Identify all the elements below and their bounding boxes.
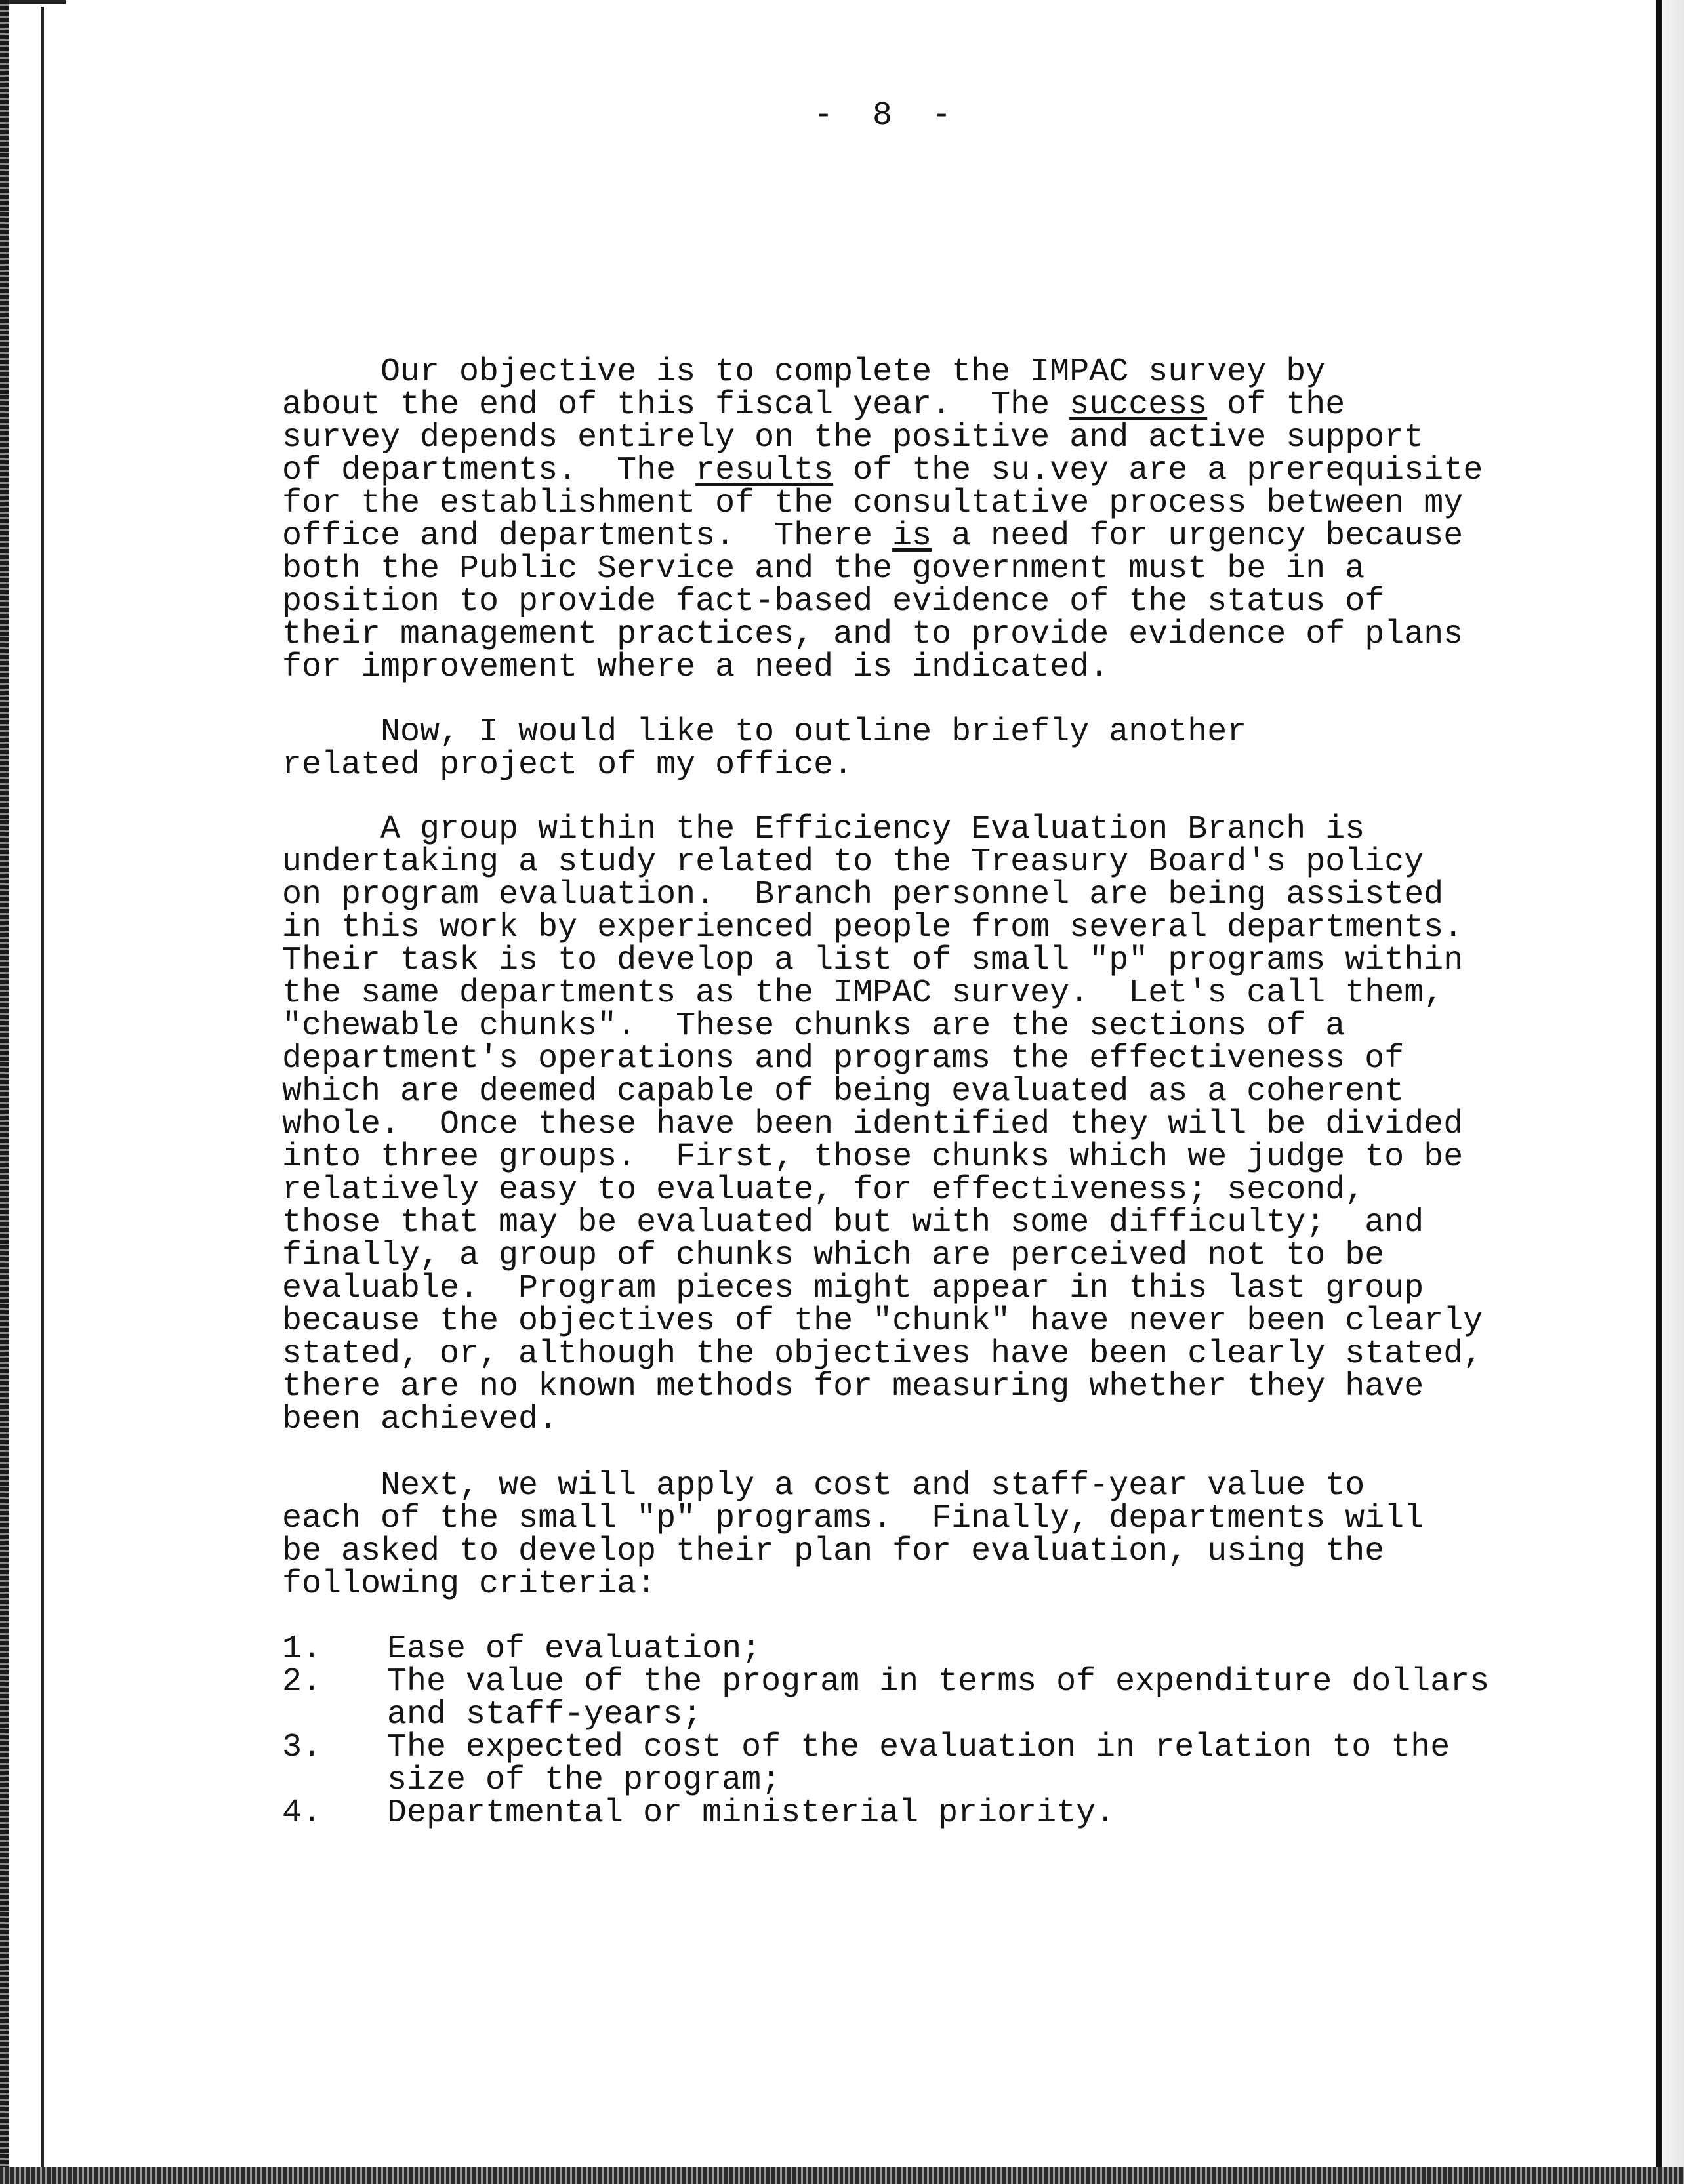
list-item-text [387, 1794, 1561, 1832]
scan-border-line [41, 7, 44, 2171]
text-line: those that may be evaluated but with some difficulty; and [282, 1204, 1424, 1242]
list-item-number: 3. [282, 1729, 322, 1766]
text-fragment: of departments. The [282, 452, 696, 489]
text-line: which are deemed capable of being evaluated as a coherent [282, 1073, 1405, 1110]
text-line: there are no known methods for measuring whether they have [282, 1368, 1424, 1405]
list-item-text [387, 1663, 1561, 1733]
list-item-number: 4. [282, 1794, 322, 1832]
underlined-word-success: success [1069, 386, 1208, 424]
text-line: following criteria: [282, 1566, 657, 1603]
text-line: evaluable. Program pieces might appear in this last group [282, 1270, 1424, 1307]
text-line: into three groups. First, those chunks which we judge to be [282, 1139, 1464, 1176]
text-fragment: about the end of this fiscal year. The [282, 386, 1070, 424]
scan-edge-right [1646, 0, 1684, 2184]
text-line: for the establishment of the consultative process between my [282, 485, 1464, 522]
text-line: whole. Once these have been identified they will be divided [282, 1106, 1464, 1143]
list-item-number: 2. [282, 1663, 322, 1701]
underlined-word-is: is [892, 517, 932, 555]
list-item-text [387, 1630, 1561, 1668]
text-line: department's operations and programs the effectiveness of [282, 1040, 1405, 1078]
text-fragment: of the su.vey are a prerequisite [833, 452, 1483, 489]
underlined-word-results: results [695, 452, 834, 489]
text-line: Now, I would like to outline briefly another [282, 714, 1247, 751]
text-line: Departmental or ministerial priority. [387, 1794, 1116, 1832]
text-line: A group within the Efficiency Evaluation Branch is [282, 811, 1365, 848]
scan-edge-bottom [0, 2167, 1684, 2184]
text-line: stated, or, although the objectives have been clearly stated, [282, 1335, 1483, 1373]
text-line: undertaking a study related to the Treasury Board's policy [282, 843, 1424, 881]
list-item [282, 1630, 1561, 1668]
text-line [282, 386, 1561, 424]
text-line: each of the small "p" programs. Finally, departments will [282, 1500, 1424, 1537]
text-line [282, 452, 1561, 489]
list-item-number: 1. [282, 1630, 322, 1668]
text-line: because the objectives of the "chunk" have never been clearly [282, 1303, 1483, 1340]
text-line: Their task is to develop a list of small "p" programs within [282, 942, 1464, 979]
paragraph-impac-objective [282, 356, 1561, 684]
text-line: related project of my office. [282, 746, 853, 784]
text-fragment: of the [1207, 386, 1345, 424]
scan-edge-top [0, 0, 66, 4]
criteria-list [282, 1630, 1561, 1832]
paragraph-cost-staff-year [282, 1467, 1561, 1603]
text-line: The value of the program in terms of expenditure dollars [387, 1663, 1490, 1701]
text-line: on program evaluation. Branch personnel are being assisted [282, 876, 1444, 914]
text-line: survey depends entirely on the positive and active support [282, 419, 1424, 456]
scan-edge-left [0, 0, 9, 2184]
text-line: for improvement where a need is indicated. [282, 649, 1109, 686]
text-line: their management practices, and to provide evidence of plans [282, 616, 1464, 653]
text-line: the same departments as the IMPAC survey. Let's call them, [282, 975, 1444, 1012]
text-line: Ease of evaluation; [387, 1630, 762, 1668]
paragraph-efficiency-branch-study [282, 813, 1561, 1436]
text-line: The expected cost of the evaluation in relation to the [387, 1729, 1450, 1766]
text-fragment: a need for urgency because [932, 517, 1464, 555]
list-item [282, 1794, 1561, 1832]
text-line: finally, a group of chunks which are perceived not to be [282, 1237, 1385, 1274]
text-line: relatively easy to evaluate, for effectiveness; second, [282, 1171, 1365, 1209]
page-number: - 8 - [813, 97, 952, 134]
list-item-text [387, 1731, 1561, 1797]
text-line: "chewable chunks". These chunks are the sections of a [282, 1007, 1345, 1045]
text-line [282, 517, 1561, 555]
list-item [282, 1731, 1561, 1797]
text-line: Our objective is to complete the IMPAC survey by [282, 354, 1326, 391]
text-line: and staff-years; [387, 1696, 703, 1733]
text-line: size of the program; [387, 1762, 781, 1799]
text-line: both the Public Service and the government must be in a [282, 550, 1365, 588]
paragraph-related-project [282, 716, 1561, 782]
text-line: been achieved. [282, 1401, 558, 1438]
list-item [282, 1663, 1561, 1733]
text-line: Next, we will apply a cost and staff-year value to [282, 1467, 1365, 1505]
text-fragment: office and departments. There [282, 517, 893, 555]
text-line: position to provide fact-based evidence of the status of [282, 583, 1385, 620]
text-line: be asked to develop their plan for evaluation, using the [282, 1533, 1385, 1570]
text-line: in this work by experienced people from several departments. [282, 909, 1464, 946]
